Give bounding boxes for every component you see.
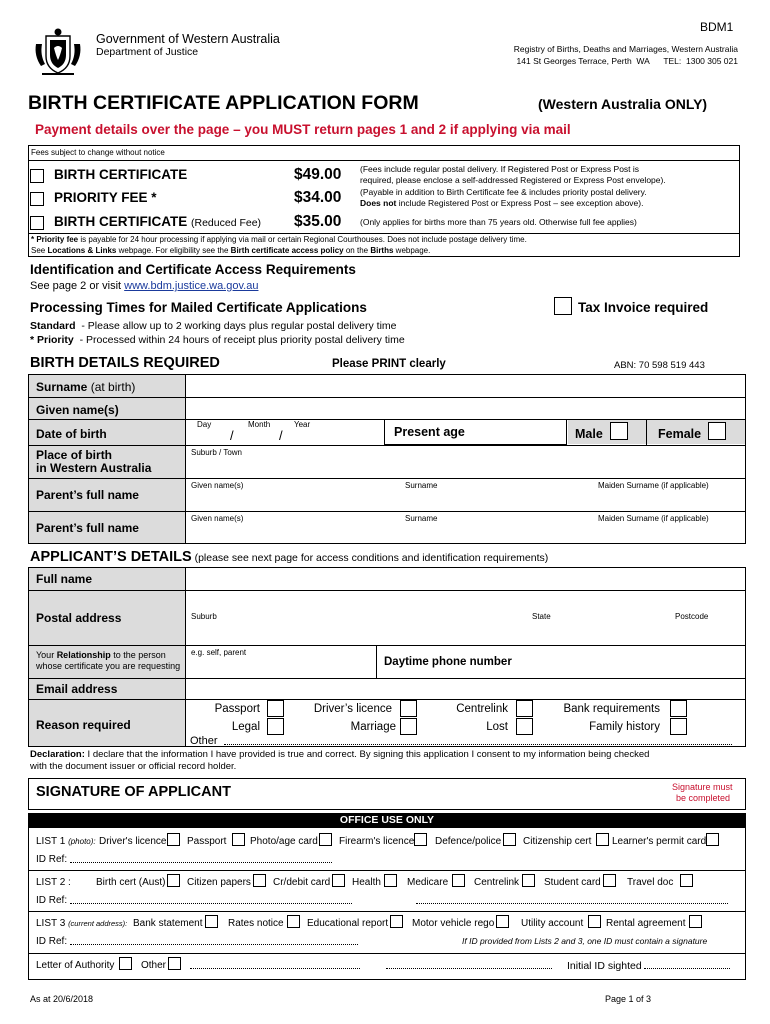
parent2-maiden-label: Maiden Surname (if applicable) [598, 514, 709, 523]
reason-other-field[interactable] [224, 744, 732, 745]
reason-legal-label: Legal [231, 721, 260, 733]
declaration-line-2: with the document issuer or official record holder. [30, 761, 237, 772]
list2-item-centrelink: Centrelink [474, 877, 520, 888]
list2-item-student-card: Student card [544, 877, 601, 888]
list1-id-ref-label: ID Ref: [36, 854, 68, 865]
fees-note: Fees subject to change without notice [31, 148, 165, 157]
office-other-label: Other [141, 960, 167, 971]
list2-id-ref-field-1[interactable] [70, 903, 352, 904]
list2-item-health: Health [352, 877, 381, 888]
list2-cr-debit-card-checkbox[interactable] [332, 874, 345, 887]
list2-birth-cert-checkbox[interactable] [167, 874, 180, 887]
requirements-heading: Identification and Certificate Access Requirements [30, 262, 356, 277]
reason-centrelink-checkbox[interactable] [516, 700, 533, 717]
birth-details-heading: BIRTH DETAILS REQUIRED [30, 355, 220, 371]
gov-line2: Department of Justice [96, 46, 199, 58]
parent1-given-label: Given name(s) [191, 481, 244, 490]
parent2-surname-label: Surname [405, 514, 438, 523]
declaration-line-1: Declaration: I declare that the information I have provided is true and correct. By signing this application I consent to my information being checked [30, 749, 650, 760]
dob-month-label: Month [248, 420, 271, 429]
processing-priority: * Priority - Processed within 24 hours of receipt plus priority postal delivery time [30, 334, 405, 346]
list3-motor-vehicle-rego-checkbox[interactable] [496, 915, 509, 928]
list1-drivers-licence-checkbox[interactable] [167, 833, 180, 846]
form-code: BDM1 [700, 20, 734, 34]
list3-item-rental-agreement: Rental agreement [606, 918, 686, 929]
list1-citizenship-cert-checkbox[interactable] [596, 833, 609, 846]
letter-of-authority-label: Letter of Authority [36, 960, 115, 971]
initial-id-sighted-field[interactable] [644, 968, 730, 969]
reason-bank-label: Bank requirements [563, 703, 660, 715]
office-use-heading: OFFICE USE ONLY [339, 814, 435, 826]
office-other-field-2[interactable] [386, 968, 552, 969]
list1-defence-police-checkbox[interactable] [503, 833, 516, 846]
list3-item-bank-statement: Bank statement [133, 918, 203, 929]
date-of-birth-field[interactable] [186, 430, 382, 445]
list3-item-educational-report: Educational report [307, 918, 389, 929]
crest-logo [32, 26, 84, 78]
email-label: Email address [36, 682, 118, 696]
reason-family-history-label: Family history [589, 721, 660, 733]
list2-item-cr-debit-card: Cr/debit card [273, 877, 331, 888]
reason-other-label: Other [190, 735, 218, 747]
fee-label-priority: PRIORITY FEE * [54, 190, 157, 205]
list2-centrelink-checkbox[interactable] [522, 874, 535, 887]
fee-desc-birth-certificate-2: required, please enclose a self-addressed Registered or Express Post envelope). [360, 175, 666, 185]
reason-lost-label: Lost [486, 721, 508, 733]
fee-price-priority: $34.00 [294, 189, 342, 206]
dob-slash-1: / [230, 428, 234, 443]
list2-item-birth-cert: Birth cert (Aust) [96, 877, 166, 888]
office-other-checkbox[interactable] [168, 957, 181, 970]
dob-year-label: Year [294, 420, 311, 429]
list1-firearms-licence-checkbox[interactable] [414, 833, 427, 846]
signature-must-2: be completed [676, 793, 731, 803]
fee-desc-priority-1: (Payable in addition to Birth Certificate fee & includes priority postal delivery. [360, 187, 647, 197]
fee-desc-reduced: (Only applies for births more than 75 years old. Otherwise full fee applies) [360, 217, 637, 227]
male-label: Male [575, 427, 603, 441]
list1-item-citizenship-cert: Citizenship cert [523, 836, 592, 847]
reason-passport-label: Passport [214, 703, 260, 715]
processing-heading: Processing Times for Mailed Certificate Applications [30, 300, 367, 315]
fee-desc-birth-certificate-1: (Fees include regular postal delivery. If Registered Post or Express Post is [360, 164, 640, 174]
reason-marriage-label: Marriage [350, 721, 396, 733]
list1-item-passport: Passport [187, 836, 227, 847]
print-clearly: Please PRINT clearly [332, 358, 446, 370]
fee-label-reduced: BIRTH CERTIFICATE (Reduced Fee) [54, 214, 262, 229]
list2-travel-doc-checkbox[interactable] [680, 874, 693, 887]
date-of-birth-label: Date of birth [36, 427, 107, 441]
reason-bank-checkbox[interactable] [670, 700, 687, 717]
list1-passport-checkbox[interactable] [232, 833, 245, 846]
payment-note: Payment details over the page – you MUST return pages 1 and 2 if applying via mail [35, 122, 571, 137]
fee-price-birth-certificate: $49.00 [294, 166, 342, 183]
list2-label: LIST 2 : [36, 877, 71, 888]
list2-item-medicare: Medicare [407, 877, 449, 888]
fee-price-reduced: $35.00 [294, 213, 342, 230]
list3-label: LIST 3 (current address): [36, 918, 128, 929]
tax-invoice-label: Tax Invoice required [578, 300, 709, 315]
reason-marriage-checkbox[interactable] [400, 718, 417, 735]
list2-item-travel-doc: Travel doc [627, 877, 674, 888]
list2-student-card-checkbox[interactable] [603, 874, 616, 887]
relationship-field[interactable] [186, 646, 376, 678]
full-name-label: Full name [36, 572, 93, 586]
full-name-field[interactable] [186, 568, 745, 590]
registry-line2: 141 St Georges Terrace, Perth WA TEL: 1300 305 021 [516, 56, 738, 66]
form-scope: (Western Australia ONLY) [538, 96, 708, 112]
parent2-label: Parent’s full name [36, 521, 139, 535]
reason-drivers-licence-label: Driver’s licence [313, 703, 392, 715]
present-age-label: Present age [394, 425, 465, 439]
reduced-fee-checkbox[interactable] [30, 216, 44, 230]
priority-fee-checkbox[interactable] [30, 192, 44, 206]
reason-passport-checkbox[interactable] [267, 700, 284, 717]
list3-item-rates-notice: Rates notice [228, 918, 284, 929]
reason-centrelink-label: Centrelink [456, 703, 508, 715]
list1-id-ref-field[interactable] [70, 862, 332, 863]
list1-item-drivers-licence: Driver's licence [99, 836, 167, 847]
reason-legal-checkbox[interactable] [267, 718, 284, 735]
list3-item-utility-account: Utility account [521, 918, 584, 929]
list3-rental-agreement-checkbox[interactable] [689, 915, 702, 928]
tax-invoice-checkbox[interactable] [554, 297, 572, 315]
fee-desc-priority-2: Does not include Registered Post or Express Post – see exception above). [360, 198, 644, 208]
fee-footnote-1: * Priority fee is payable for 24 hour processing if applying via mail or certain Regional Courthouses. Does not include postage delivery time. [31, 235, 527, 244]
list1-item-photo-age-card: Photo/age card [250, 836, 318, 847]
letter-of-authority-checkbox[interactable] [119, 957, 132, 970]
postal-address-label: Postal address [36, 611, 122, 625]
female-label: Female [658, 427, 702, 441]
female-checkbox[interactable] [708, 422, 726, 440]
fee-footnote-2: See Locations & Links webpage. For eligibility see the Birth certificate access policy on the Births webpage. [31, 246, 431, 255]
parent1-maiden-label: Maiden Surname (if applicable) [598, 481, 709, 490]
footer-page: Page 1 of 3 [605, 994, 652, 1004]
initial-id-sighted-label: Initial ID sighted [567, 960, 642, 972]
list3-rates-notice-checkbox[interactable] [287, 915, 300, 928]
place-of-birth-label-1: Place of birth [36, 448, 113, 462]
list1-item-defence-police: Defence/police [435, 836, 502, 847]
suburb-label: Suburb [191, 612, 217, 621]
list1-label: LIST 1 (photo): [36, 836, 96, 847]
list1-photo-age-card-checkbox[interactable] [319, 833, 332, 846]
signature-must-1: Signature must [672, 782, 733, 792]
parent2-field[interactable] [186, 512, 745, 543]
reason-drivers-licence-checkbox[interactable] [400, 700, 417, 717]
list3-bank-statement-checkbox[interactable] [205, 915, 218, 928]
dob-day-label: Day [197, 420, 212, 429]
daytime-phone-label: Daytime phone number [384, 656, 512, 668]
surname-label: Surname (at birth) [36, 380, 136, 394]
list2-health-checkbox[interactable] [384, 874, 397, 887]
suburb-town-label: Suburb / Town [191, 448, 242, 457]
processing-standard: Standard - Please allow up to 2 working days plus regular postal delivery time [30, 320, 397, 332]
list3-item-motor-vehicle-rego: Motor vehicle rego [412, 918, 495, 929]
applicant-heading: APPLICANT’S DETAILS (please see next page for access conditions and identification requirements) [30, 549, 549, 565]
list2-id-ref-field-2[interactable] [416, 903, 728, 904]
postal-address-field[interactable] [186, 591, 745, 645]
place-of-birth-label-2: in Western Australia [36, 461, 152, 475]
list2-item-citizen-papers: Citizen papers [187, 877, 251, 888]
postcode-label: Postcode [675, 612, 709, 621]
form-title: BIRTH CERTIFICATE APPLICATION FORM [28, 92, 419, 114]
place-of-birth-field[interactable] [186, 446, 745, 478]
given-names-field[interactable] [186, 398, 745, 419]
reason-lost-checkbox[interactable] [516, 718, 533, 735]
list1-item-firearms-licence: Firearm's licence [339, 836, 415, 847]
list3-utility-account-checkbox[interactable] [588, 915, 601, 928]
list1-item-learners-permit: Learner's permit card [612, 836, 707, 847]
fee-label-birth-certificate: BIRTH CERTIFICATE [54, 167, 188, 182]
list2-medicare-checkbox[interactable] [452, 874, 465, 887]
relationship-eg: e.g. self, parent [191, 648, 247, 657]
requirements-see: See page 2 or visit www.bdm.justice.wa.gov.au [30, 280, 259, 292]
birth-certificate-checkbox[interactable] [30, 169, 44, 183]
relationship-label: Your Relationship to the person whose certificate you are requesting [36, 650, 181, 671]
state-label: State [532, 612, 551, 621]
list2-citizen-papers-checkbox[interactable] [253, 874, 266, 887]
surname-field[interactable] [186, 375, 745, 397]
list3-educational-report-checkbox[interactable] [390, 915, 403, 928]
list-note: If ID provided from Lists 2 and 3, one ID must contain a signature [462, 936, 708, 946]
signature-heading: SIGNATURE OF APPLICANT [36, 784, 231, 800]
abn: ABN: 70 598 519 443 [614, 360, 705, 371]
footer-date: As at 20/6/2018 [30, 994, 94, 1004]
office-other-field[interactable] [190, 968, 360, 969]
parent1-surname-label: Surname [405, 481, 438, 490]
list3-id-ref-label: ID Ref: [36, 936, 68, 947]
parent1-label: Parent’s full name [36, 488, 139, 502]
parent1-field[interactable] [186, 479, 745, 511]
email-field[interactable] [186, 679, 745, 699]
parent2-given-label: Given name(s) [191, 514, 244, 523]
bdm-website-link[interactable]: www.bdm.justice.wa.gov.au [124, 280, 259, 292]
reason-required-label: Reason required [36, 718, 131, 732]
list1-learners-permit-checkbox[interactable] [706, 833, 719, 846]
list3-id-ref-field[interactable] [70, 944, 358, 945]
reason-family-history-checkbox[interactable] [670, 718, 687, 735]
given-names-label: Given name(s) [36, 403, 119, 417]
male-checkbox[interactable] [610, 422, 628, 440]
registry-line1: Registry of Births, Deaths and Marriages, Western Australia [513, 44, 738, 54]
gov-line1: Government of Western Australia [96, 32, 280, 46]
dob-slash-2: / [279, 428, 283, 443]
list2-id-ref-label: ID Ref: [36, 895, 68, 906]
